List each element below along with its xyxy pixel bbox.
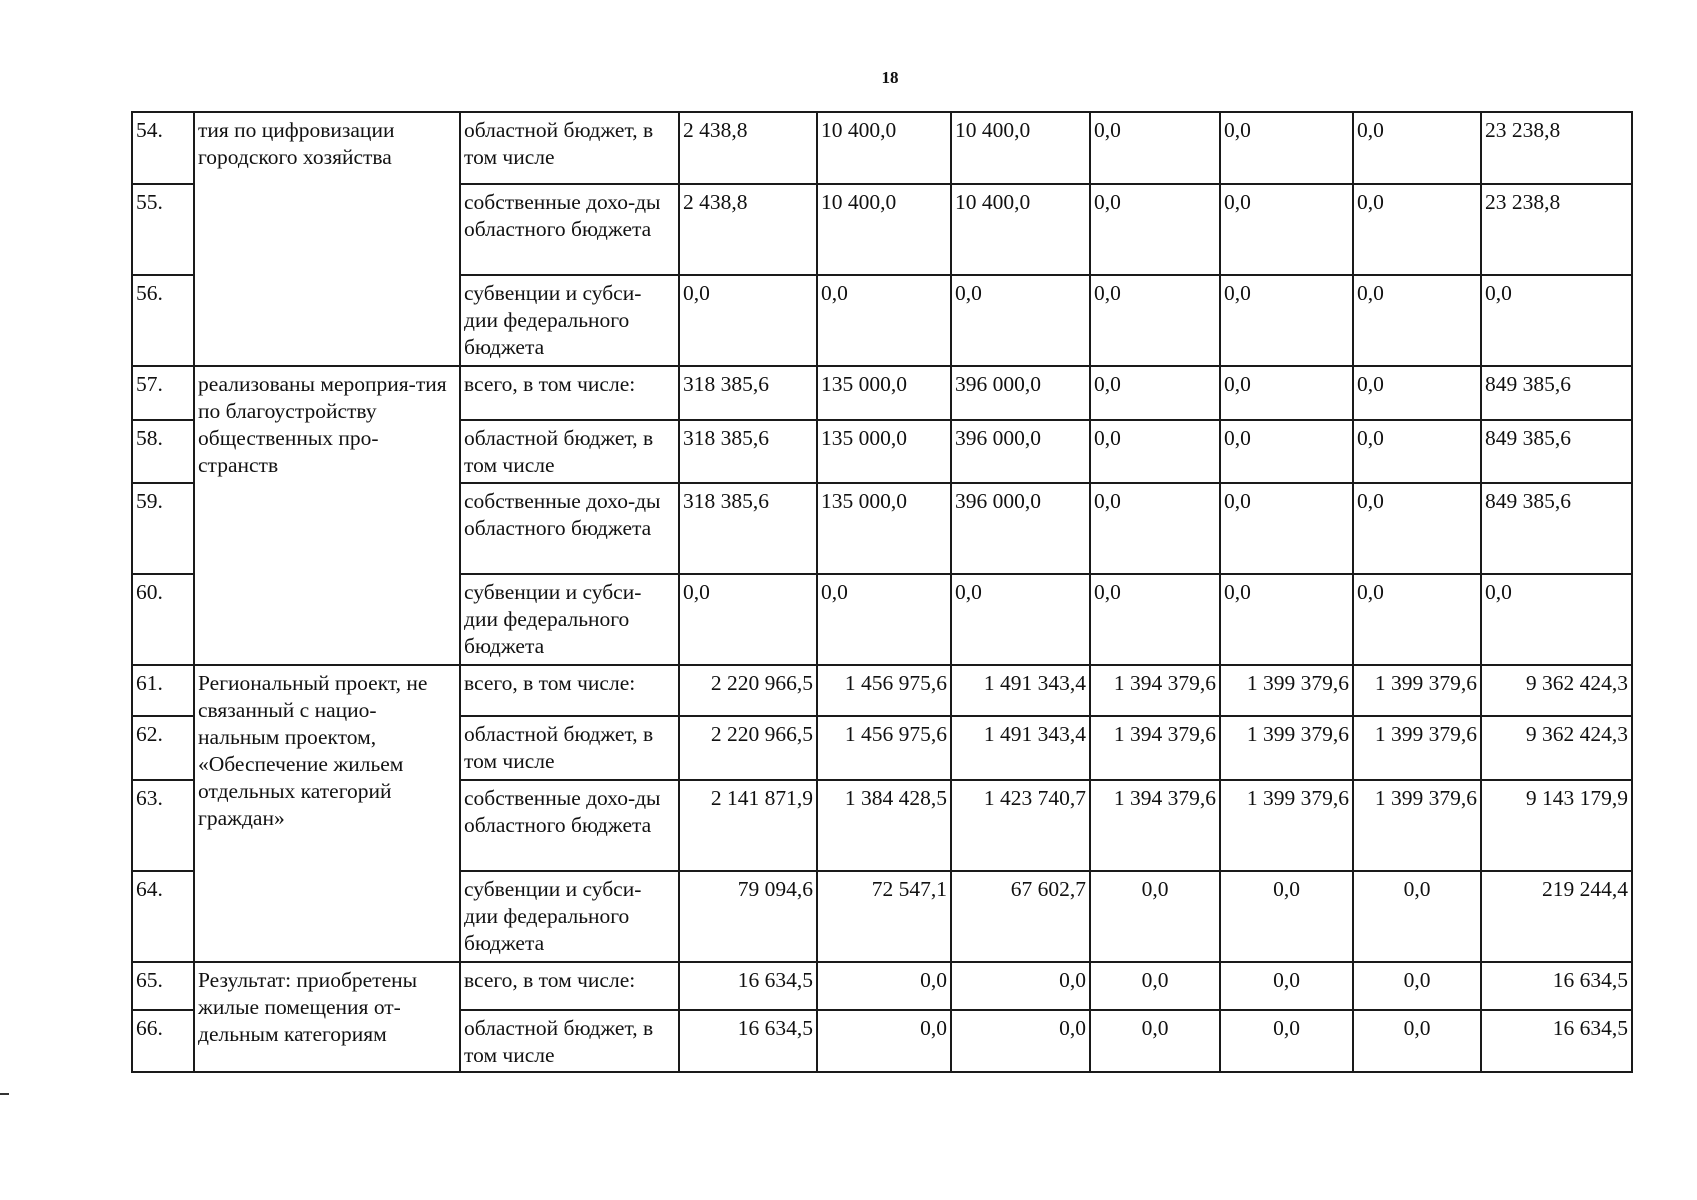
row-number: 66. [132, 1010, 194, 1072]
table-row [132, 366, 1632, 420]
funding-source: собственные дохо-ды областного бюджета [460, 780, 679, 871]
amount-cell: 2 220 966,5 [679, 665, 817, 716]
amount-cell: 0,0 [1220, 574, 1353, 665]
amount-cell: 0,0 [817, 275, 951, 366]
amount-cell: 1 491 343,4 [951, 716, 1090, 780]
amount-cell: 318 385,6 [679, 366, 817, 420]
amount-cell: 2 220 966,5 [679, 716, 817, 780]
table-row [132, 112, 1632, 184]
row-number: 62. [132, 716, 194, 780]
amount-cell: 849 385,6 [1481, 366, 1632, 420]
amount-cell: 0,0 [1353, 1010, 1481, 1072]
amount-cell: 10 400,0 [817, 112, 951, 184]
amount-cell: 0,0 [1353, 184, 1481, 275]
amount-cell: 0,0 [679, 275, 817, 366]
amount-cell: 23 238,8 [1481, 184, 1632, 275]
amount-cell: 0,0 [951, 574, 1090, 665]
amount-cell: 0,0 [1090, 184, 1220, 275]
amount-cell: 1 384 428,5 [817, 780, 951, 871]
event-description: Результат: приобретены жилые помещения от-дельным категориям [194, 962, 460, 1072]
amount-cell: 1 394 379,6 [1090, 716, 1220, 780]
amount-cell: 1 491 343,4 [951, 665, 1090, 716]
amount-cell: 0,0 [1353, 962, 1481, 1010]
amount-cell: 0,0 [1090, 574, 1220, 665]
amount-cell: 0,0 [817, 962, 951, 1010]
amount-cell: 135 000,0 [817, 366, 951, 420]
row-number: 57. [132, 366, 194, 420]
amount-cell: 16 634,5 [1481, 1010, 1632, 1072]
amount-cell: 396 000,0 [951, 483, 1090, 574]
amount-cell: 16 634,5 [679, 1010, 817, 1072]
amount-cell: 0,0 [1220, 184, 1353, 275]
amount-cell: 0,0 [817, 574, 951, 665]
amount-cell: 396 000,0 [951, 366, 1090, 420]
funding-source: субвенции и субси-дии федерального бюджета [460, 574, 679, 665]
amount-cell: 849 385,6 [1481, 483, 1632, 574]
amount-cell: 0,0 [951, 275, 1090, 366]
amount-cell: 0,0 [1353, 366, 1481, 420]
amount-cell: 1 399 379,6 [1353, 665, 1481, 716]
amount-cell: 0,0 [817, 1010, 951, 1072]
page-number: 18 [881, 68, 899, 87]
amount-cell: 0,0 [1353, 420, 1481, 483]
amount-cell: 72 547,1 [817, 871, 951, 962]
amount-cell: 0,0 [1090, 275, 1220, 366]
event-description: Региональный проект, не связанный с нацио-нальным проектом, «Обеспечение жильем отдельных категорий граждан» [194, 665, 460, 962]
amount-cell: 0,0 [1090, 366, 1220, 420]
funding-source: всего, в том числе: [460, 962, 679, 1010]
amount-cell: 0,0 [1220, 871, 1353, 962]
amount-cell: 1 456 975,6 [817, 716, 951, 780]
amount-cell: 0,0 [1353, 871, 1481, 962]
amount-cell: 1 399 379,6 [1353, 716, 1481, 780]
amount-cell: 0,0 [1220, 275, 1353, 366]
amount-cell: 0,0 [1353, 112, 1481, 184]
amount-cell: 1 423 740,7 [951, 780, 1090, 871]
amount-cell: 135 000,0 [817, 483, 951, 574]
budget-table [131, 111, 1633, 1073]
funding-source: субвенции и субси-дии федерального бюджета [460, 275, 679, 366]
amount-cell: 135 000,0 [817, 420, 951, 483]
table-row [132, 962, 1632, 1010]
amount-cell: 0,0 [1353, 483, 1481, 574]
row-number: 61. [132, 665, 194, 716]
amount-cell: 396 000,0 [951, 420, 1090, 483]
funding-source: всего, в том числе: [460, 665, 679, 716]
amount-cell: 849 385,6 [1481, 420, 1632, 483]
event-description: тия по цифровизации городского хозяйства [194, 112, 460, 366]
amount-cell: 0,0 [951, 962, 1090, 1010]
amount-cell: 2 438,8 [679, 112, 817, 184]
table-row [132, 665, 1632, 716]
margin-mark [0, 1093, 9, 1095]
amount-cell: 1 456 975,6 [817, 665, 951, 716]
amount-cell: 1 394 379,6 [1090, 665, 1220, 716]
row-number: 63. [132, 780, 194, 871]
amount-cell: 0,0 [1090, 962, 1220, 1010]
amount-cell: 1 394 379,6 [1090, 780, 1220, 871]
amount-cell: 9 143 179,9 [1481, 780, 1632, 871]
funding-source: собственные дохо-ды областного бюджета [460, 184, 679, 275]
funding-source: субвенции и субси-дии федерального бюджета [460, 871, 679, 962]
amount-cell: 10 400,0 [951, 184, 1090, 275]
amount-cell: 1 399 379,6 [1220, 716, 1353, 780]
amount-cell: 10 400,0 [817, 184, 951, 275]
amount-cell: 0,0 [1090, 483, 1220, 574]
amount-cell: 0,0 [1481, 275, 1632, 366]
row-number: 54. [132, 112, 194, 184]
amount-cell: 318 385,6 [679, 483, 817, 574]
amount-cell: 0,0 [1481, 574, 1632, 665]
funding-source: областной бюджет, в том числе [460, 1010, 679, 1072]
amount-cell: 10 400,0 [951, 112, 1090, 184]
amount-cell: 0,0 [679, 574, 817, 665]
amount-cell: 0,0 [1220, 962, 1353, 1010]
amount-cell: 79 094,6 [679, 871, 817, 962]
amount-cell: 0,0 [1220, 1010, 1353, 1072]
amount-cell: 219 244,4 [1481, 871, 1632, 962]
amount-cell: 0,0 [1220, 483, 1353, 574]
amount-cell: 9 362 424,3 [1481, 665, 1632, 716]
amount-cell: 0,0 [1090, 871, 1220, 962]
amount-cell: 67 602,7 [951, 871, 1090, 962]
amount-cell: 0,0 [1353, 275, 1481, 366]
amount-cell: 9 362 424,3 [1481, 716, 1632, 780]
event-description: реализованы мероприя-тия по благоустройству общественных про-странств [194, 366, 460, 665]
funding-source: областной бюджет, в том числе [460, 716, 679, 780]
amount-cell: 0,0 [1220, 366, 1353, 420]
amount-cell: 1 399 379,6 [1220, 780, 1353, 871]
amount-cell: 16 634,5 [679, 962, 817, 1010]
row-number: 55. [132, 184, 194, 275]
amount-cell: 16 634,5 [1481, 962, 1632, 1010]
amount-cell: 23 238,8 [1481, 112, 1632, 184]
amount-cell: 2 141 871,9 [679, 780, 817, 871]
amount-cell: 1 399 379,6 [1353, 780, 1481, 871]
amount-cell: 2 438,8 [679, 184, 817, 275]
row-number: 56. [132, 275, 194, 366]
funding-source: всего, в том числе: [460, 366, 679, 420]
funding-source: областной бюджет, в том числе [460, 420, 679, 483]
row-number: 58. [132, 420, 194, 483]
row-number: 59. [132, 483, 194, 574]
row-number: 64. [132, 871, 194, 962]
amount-cell: 0,0 [1220, 420, 1353, 483]
amount-cell: 0,0 [1090, 1010, 1220, 1072]
amount-cell: 0,0 [1090, 112, 1220, 184]
amount-cell: 0,0 [951, 1010, 1090, 1072]
funding-source: собственные дохо-ды областного бюджета [460, 483, 679, 574]
amount-cell: 1 399 379,6 [1220, 665, 1353, 716]
row-number: 65. [132, 962, 194, 1010]
amount-cell: 0,0 [1090, 420, 1220, 483]
amount-cell: 318 385,6 [679, 420, 817, 483]
amount-cell: 0,0 [1220, 112, 1353, 184]
amount-cell: 0,0 [1353, 574, 1481, 665]
funding-source: областной бюджет, в том числе [460, 112, 679, 184]
row-number: 60. [132, 574, 194, 665]
